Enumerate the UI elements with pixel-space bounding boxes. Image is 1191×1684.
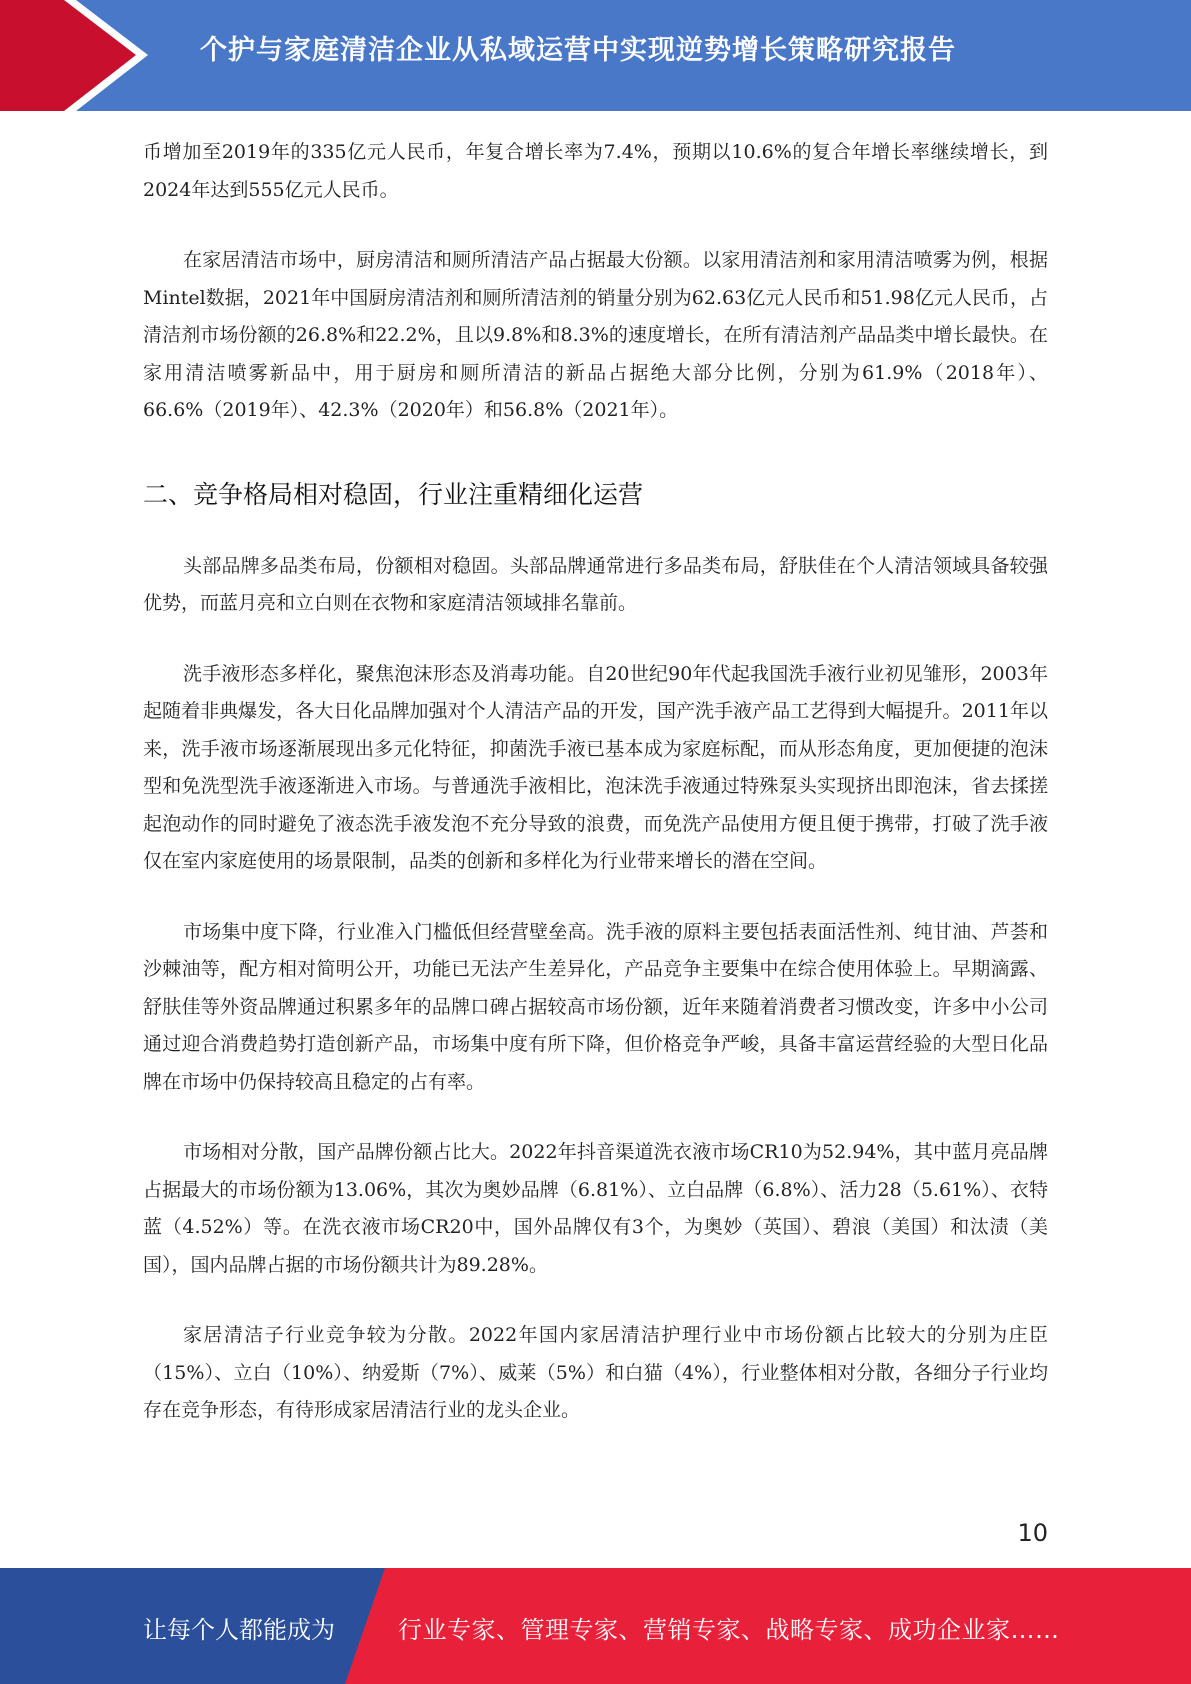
paragraph-continued: 币增加至2019年的335亿元人民币，年复合增长率为7.4%，预期以10.6%的复合年增长率继续增长，到2024年达到555亿元人民币。 bbox=[143, 141, 1048, 201]
section-heading: 二、竞争格局相对稳固，行业注重精细化运营 bbox=[143, 479, 644, 509]
paragraph-home-cleaning: 在家居清洁市场中，厨房清洁和厕所清洁产品占据最大份额。以家用清洁剂和家用清洁喷雾为例，根据Mintel数据，2021年中国厨房清洁剂和厕所清洁剂的销量分别为62.63亿元人民币和51.98亿元人民币，占清洁剂市场份额的26.8%和22.2%，且以9.8%和8.3%的速度增长，在所有清洁剂产品品类中增长最快。在家用清洁喷雾新品中，用于厨房和厕所清洁的新品占据绝大部分比例，分别为61.9%（2018年）、66.6%（2019年）、42.3%（2020年）和56.8%（2021年）。 bbox=[143, 249, 1048, 421]
paragraph-home-sub: 家居清洁子行业竞争较为分散。2022年国内家居清洁护理行业中市场份额占比较大的分别为庄臣（15%）、立白（10%）、纳爱斯（7%）、威莱（5%）和白猫（4%），行业整体相对分散，各细分子行业均存在竞争形态，有待形成家居清洁行业的龙头企业。 bbox=[143, 1324, 1048, 1421]
page-header bbox=[0, 0, 1191, 111]
paragraph-hand-wash: 洗手液形态多样化，聚焦泡沫形态及消毒功能。自20世纪90年代起我国洗手液行业初见雏形，2003年起随着非典爆发，各大日化品牌加强对个人清洁产品的开发，国产洗手液产品工艺得到大幅提升。2011年以来，洗手液市场逐渐展现出多元化特征，抑菌洗手液已基本成为家庭标配，而从形态角度，更加便捷的泡沫型和免洗型洗手液逐渐进入市场。与普通洗手液相比，泡沫洗手液通过特殊泵头实现挤出即泡沫，省去揉搓起泡动作的同时避免了液态洗手液发泡不充分导致的浪费，而免洗产品使用方便且便于携带，打破了洗手液仅在室内家庭使用的场景限制，品类的创新和多样化为行业带来增长的潜在空间。 bbox=[143, 662, 1048, 872]
footer-slogan-left: 让每个人都能成为 bbox=[143, 1616, 335, 1644]
page-number: 10 bbox=[1017, 1519, 1048, 1547]
paragraph-head-brands: 头部品牌多品类布局，份额相对稳固。头部品牌通常进行多品类布局，舒肤佳在个人清洁领域具备较强优势，而蓝月亮和立白则在衣物和家庭清洁领域排名靠前。 bbox=[143, 554, 1048, 614]
header-chevron-shape bbox=[0, 0, 160, 111]
page-footer bbox=[0, 1568, 1191, 1684]
paragraph-concentration: 市场集中度下降，行业准入门槛低但经营壁垒高。洗手液的原料主要包括表面活性剂、纯甘油、芦荟和沙棘油等，配方相对简明公开，功能已无法产生差异化，产品竞争主要集中在综合使用体验上。早期滴露、舒肤佳等外资品牌通过积累多年的品牌口碑占据较高市场份额，近年来随着消费者习惯改变，许多中小公司通过迎合消费趋势打造创新产品，市场集中度有所下降，但价格竞争严峻，具备丰富运营经验的大型日化品牌在市场中仍保持较高且稳定的占有率。 bbox=[143, 920, 1048, 1093]
paragraph-fragmented: 市场相对分散，国产品牌份额占比大。2022年抖音渠道洗衣液市场CR10为52.94%，其中蓝月亮品牌占据最大的市场份额为13.06%，其次为奥妙品牌（6.81%）、立白品牌（6.8%）、活力28（5.61%）、衣特蓝（4.52%）等。在洗衣液市场CR20中，国外品牌仅有3个，为奥妙（英国）、碧浪（美国）和汰渍（美国），国内品牌占据的市场份额共计为89.28%。 bbox=[143, 1141, 1048, 1276]
footer-slogan-right: 行业专家、管理专家、营销专家、战略专家、成功企业家…… bbox=[398, 1616, 1060, 1644]
report-title: 个护与家庭清洁企业从私域运营中实现逆势增长策略研究报告 bbox=[200, 35, 956, 66]
page-content bbox=[143, 134, 1048, 1463]
